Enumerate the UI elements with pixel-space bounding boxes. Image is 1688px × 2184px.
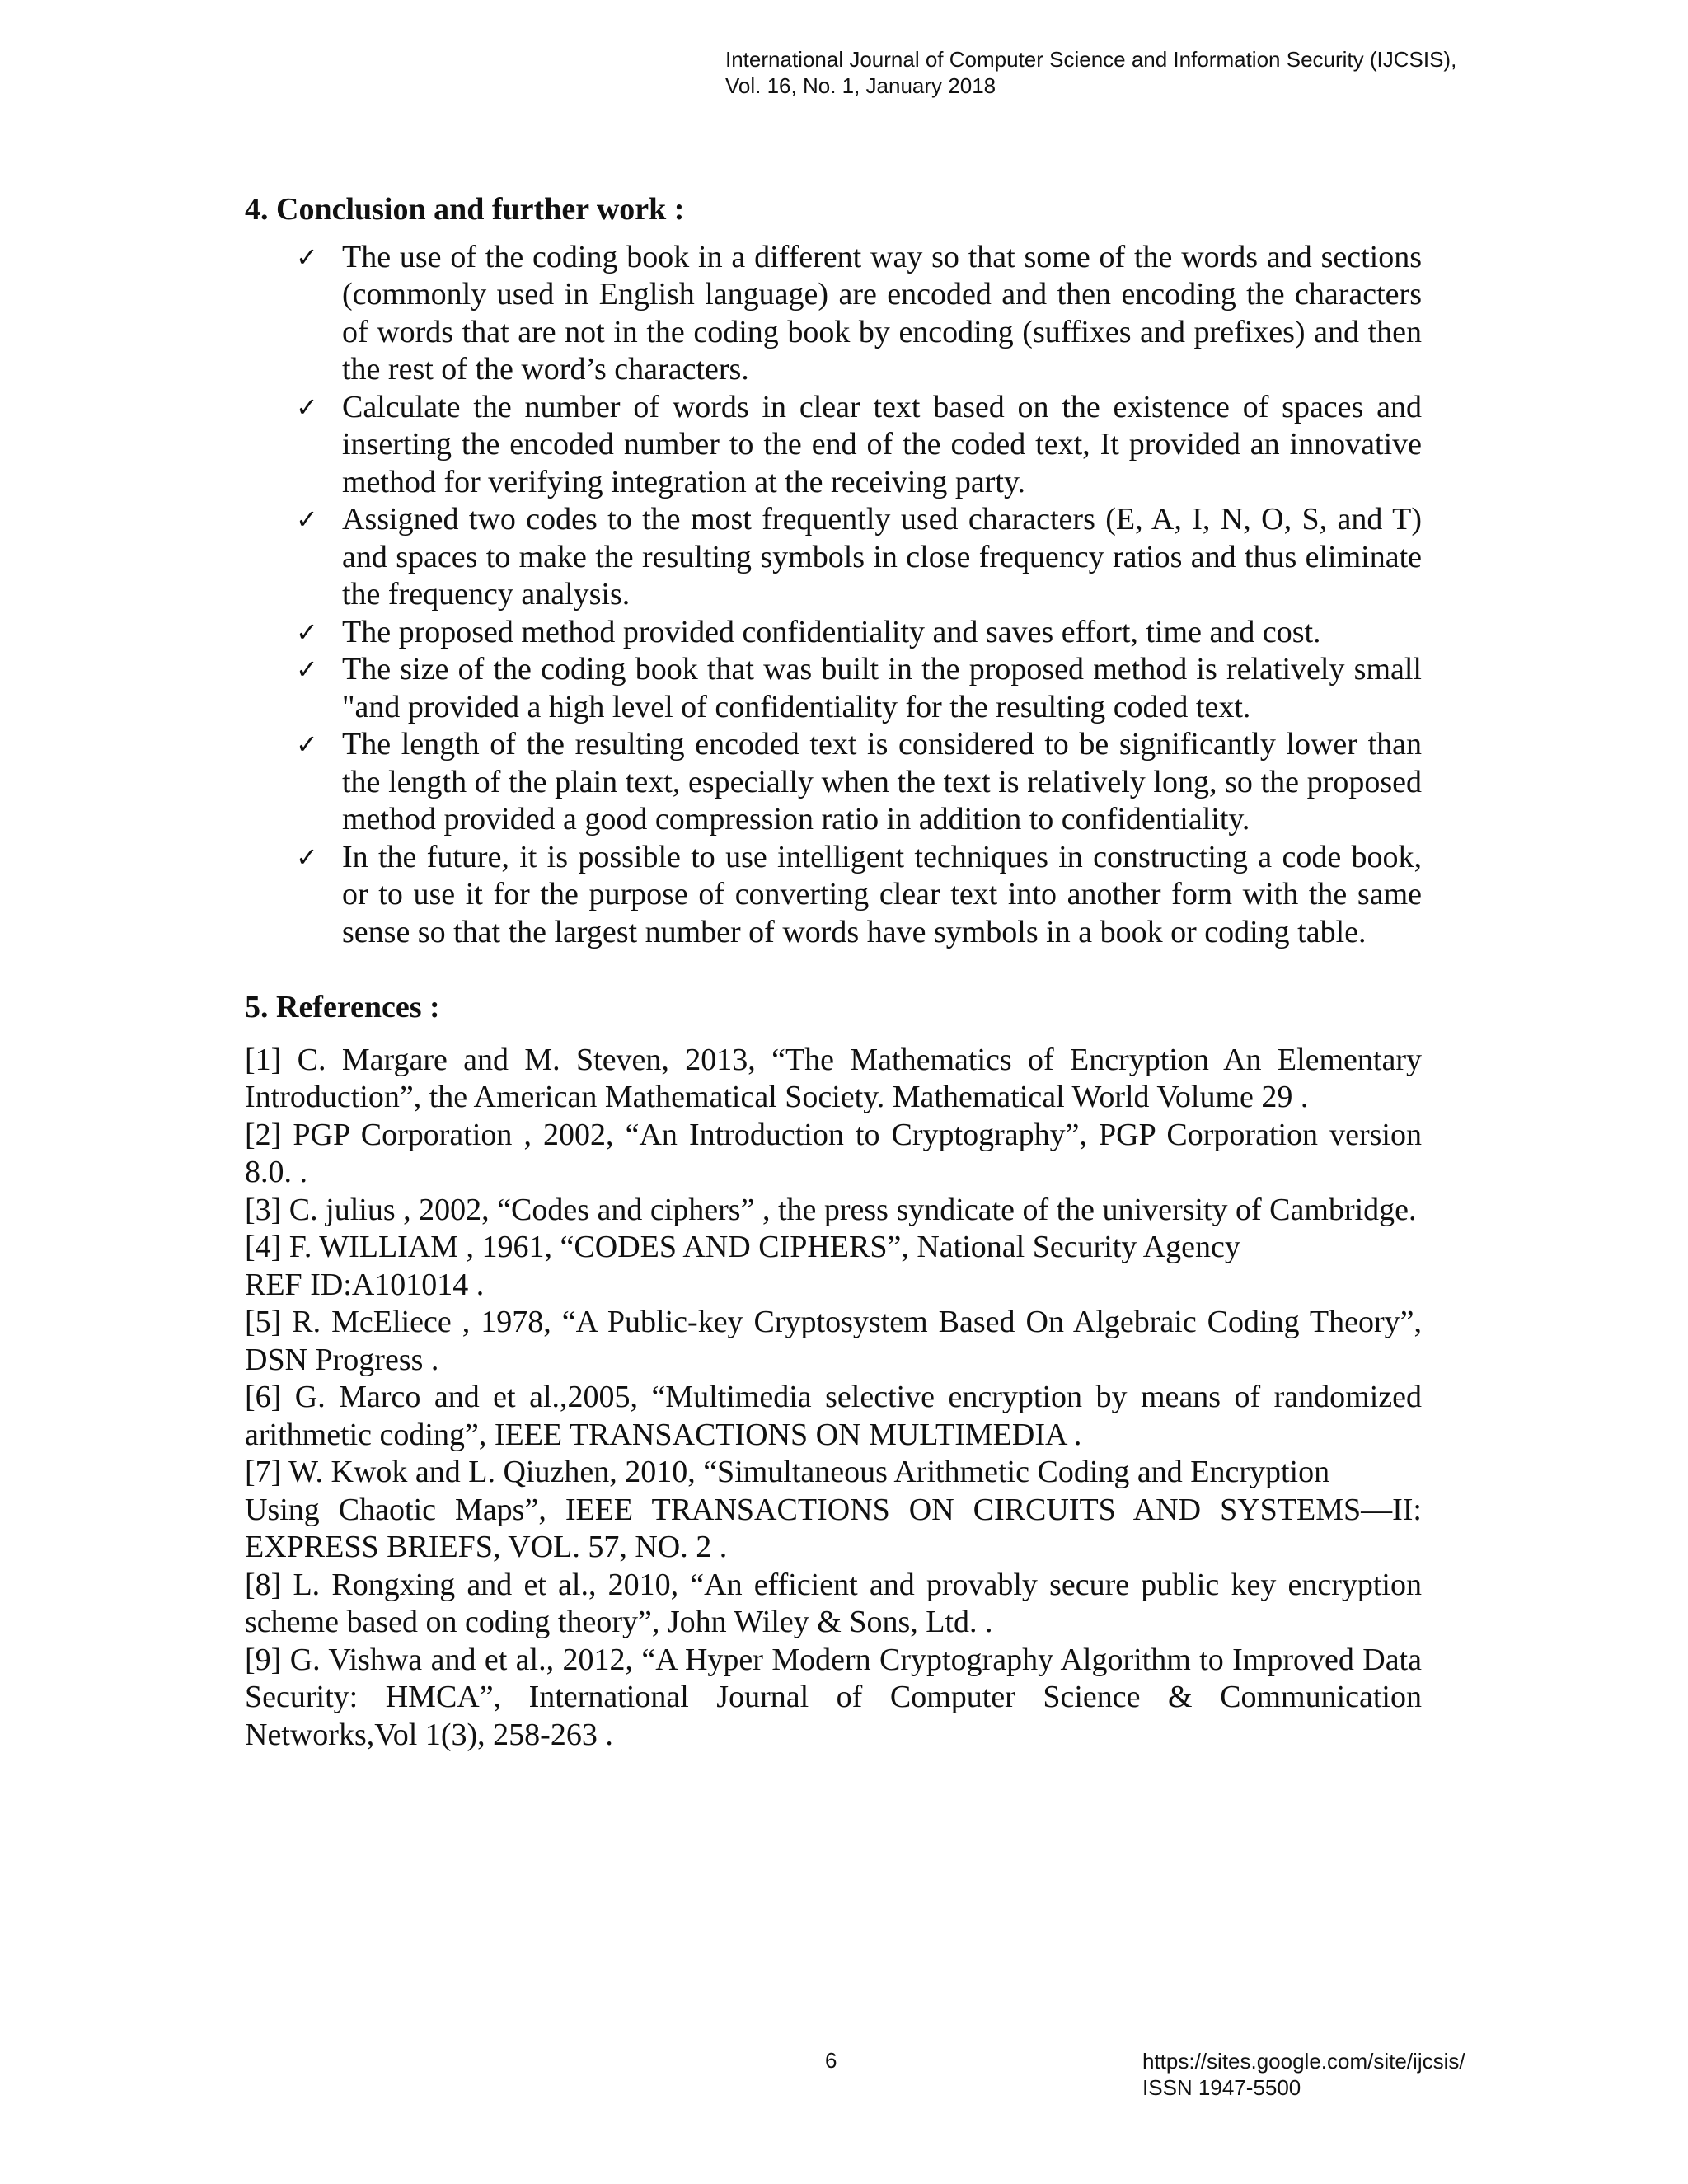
reference-entry: Using Chaotic Maps”, IEEE TRANSACTIONS ON CIRCUITS AND SYSTEMS—II: EXPRESS BRIEFS, VOL. 57, NO. 2 . <box>245 1492 1422 1564</box>
reference-entry: [3] C. julius , 2002, “Codes and ciphers” , the press syndicate of the university of Cambridge. <box>245 1192 1417 1227</box>
conclusion-item-text: The size of the coding book that was built in the proposed method is relatively small "and provided a high level of confidentiality for the resulting coded text. <box>342 652 1422 724</box>
conclusion-heading: 4. Conclusion and further work : <box>245 192 685 227</box>
references-heading: 5. References : <box>245 990 440 1024</box>
conclusion-item <box>296 839 1422 952</box>
conclusion-item <box>296 614 1422 652</box>
conclusion-list <box>245 239 1422 952</box>
checkmark-icon: ✓ <box>296 729 318 760</box>
checkmark-icon: ✓ <box>296 841 318 873</box>
checkmark-icon: ✓ <box>296 616 318 648</box>
page-content <box>245 191 1422 1754</box>
conclusion-item-text: Calculate the number of words in clear text based on the existence of spaces and inserting the encoded number to the end of the coded text, It provided an innovative method for verifying integration at the receiving party. <box>342 389 1422 499</box>
conclusion-item <box>296 651 1422 726</box>
journal-title: International Journal of Computer Science and Information Security (IJCSIS), <box>725 47 1457 72</box>
conclusion-item <box>296 501 1422 614</box>
running-header <box>725 46 1456 99</box>
conclusion-item-text: The proposed method provided confidentiality and saves effort, time and cost. <box>342 614 1321 649</box>
reference-entry: [5] R. McEliece , 1978, “A Public-key Cryptosystem Based On Algebraic Coding Theory”, DSN Progress . <box>245 1305 1422 1377</box>
checkmark-icon: ✓ <box>296 654 318 685</box>
reference-entry: [8] L. Rongxing and et al., 2010, “An efficient and provably secure public key encryption scheme based on coding theory”, John Wiley & Sons, Ltd. . <box>245 1567 1422 1639</box>
reference-entry: [4] F. WILLIAM , 1961, “CODES AND CIPHERS”, National Security Agency <box>245 1230 1240 1264</box>
checkmark-icon: ✓ <box>296 241 318 273</box>
checkmark-icon: ✓ <box>296 504 318 535</box>
conclusion-item-text: The use of the coding book in a different way so that some of the words and sections (commonly used in English language) are encoded and then encoding the characters of words that are not in the coding book by encoding (suffixes and prefixes) and then the rest of the word’s characters. <box>342 239 1422 387</box>
journal-volume: Vol. 16, No. 1, January 2018 <box>725 73 996 98</box>
conclusion-item-text: Assigned two codes to the most frequently used characters (E, A, I, N, O, S, and T) and spaces to make the resulting symbols in close frequency ratios and thus eliminate the frequency analysis. <box>342 502 1422 612</box>
reference-entry: REF ID:A101014 . <box>245 1267 485 1302</box>
journal-url: https://sites.google.com/site/ijcsis/ <box>1142 2049 1465 2074</box>
issn: ISSN 1947-5500 <box>1142 2075 1301 2100</box>
conclusion-item <box>296 726 1422 839</box>
conclusion-item-text: In the future, it is possible to use intelligent techniques in constructing a code book, or to use it for the purpose of converting clear text into another form with the same sense so that the largest number of words have symbols in a book or coding table. <box>342 839 1422 949</box>
reference-entry: [9] G. Vishwa and et al., 2012, “A Hyper Modern Cryptography Algorithm to Improved Data Security: HMCA”, International Journal of Computer Science & Communication Networks,Vol 1(3), 258-263 . <box>245 1642 1422 1752</box>
conclusion-item <box>296 389 1422 502</box>
reference-entry: [1] C. Margare and M. Steven, 2013, “The Mathematics of Encryption An Elementary Introduction”, the American Mathematical Society. Mathematical World Volume 29 . <box>245 1042 1422 1114</box>
reference-entry: [6] G. Marco and et al.,2005, “Multimedia selective encryption by means of randomized arithmetic coding”, IEEE TRANSACTIONS ON MULTIMEDIA . <box>245 1380 1422 1452</box>
references-list <box>245 1042 1422 1755</box>
conclusion-item <box>296 239 1422 389</box>
conclusion-item-text: The length of the resulting encoded text is considered to be significantly lower than the length of the plain text, especially when the text is relatively long, so the proposed method provided a good compression ratio in addition to confidentiality. <box>342 727 1422 837</box>
footer-info <box>1142 2048 1465 2101</box>
page-number: 6 <box>825 2048 837 2073</box>
reference-entry: [2] PGP Corporation , 2002, “An Introduction to Cryptography”, PGP Corporation version 8.0. . <box>245 1117 1422 1189</box>
checkmark-icon: ✓ <box>296 391 318 423</box>
reference-entry: [7] W. Kwok and L. Qiuzhen, 2010, “Simultaneous Arithmetic Coding and Encryption <box>245 1455 1330 1489</box>
